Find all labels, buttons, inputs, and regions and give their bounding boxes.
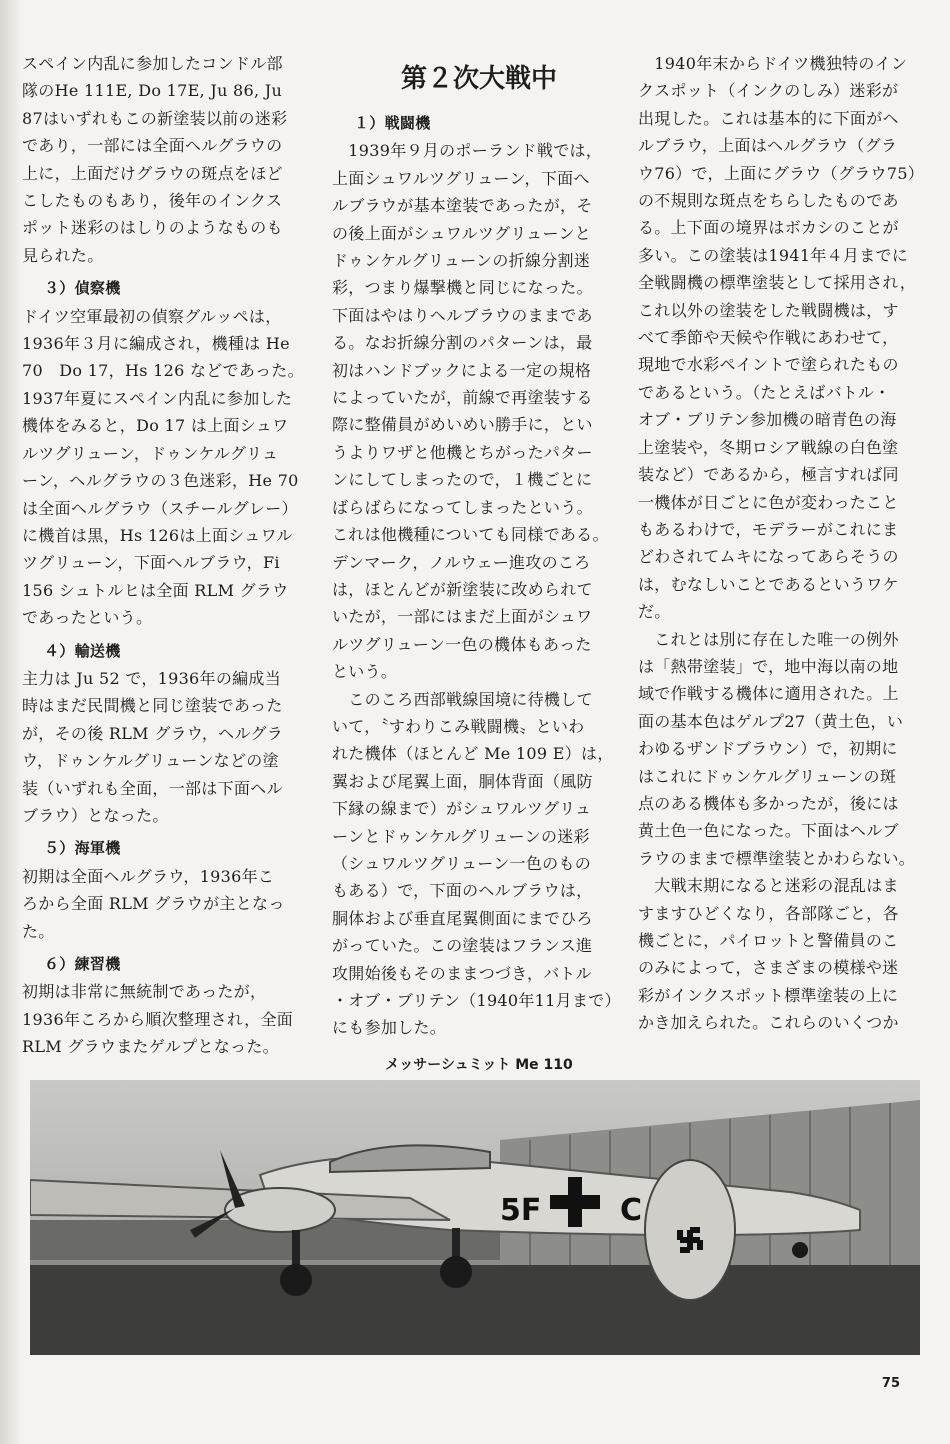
text-line: これは他機種についても同様である。	[332, 525, 609, 545]
text-line: 出現した。これは基本的に下面がヘ	[638, 108, 899, 128]
text-line: 156 シュトルヒは全面 RLM グラウ	[22, 580, 289, 600]
text-line: ラウのままで標準塗装とかわらない。	[638, 848, 916, 868]
text-line: は，むなしいことであるというワケ	[638, 574, 899, 594]
text-line: であり，一部には全面ヘルグラウの	[22, 136, 283, 156]
text-line: 全戦闘機の標準塗装として採用され，	[638, 273, 917, 293]
text-line: 機体をみると，Do 17 は上面シュワ	[22, 416, 289, 436]
text-line: 装など）であるから，極言すれば同	[638, 465, 899, 485]
text-line: 上塗装や，冬期ロシア戦線の白色塗	[638, 437, 899, 457]
text-line: 隊のHe 111E, Do 17E, Ju 86, Ju	[22, 81, 283, 101]
text-line: ポット迷彩のはしりのようなものも	[22, 218, 283, 238]
tail-wheel-shape	[792, 1242, 808, 1258]
text-line: こしたものもあり，後年のインクス	[22, 191, 283, 211]
text-line: に機首は黒，Hs 126は上面シュワル	[22, 525, 293, 545]
text-line: もある）で，下面のヘルブラウは，	[332, 881, 593, 901]
text-line: これとは別に存在した唯一の例外	[638, 629, 899, 649]
aircraft-photo-image	[30, 1080, 920, 1355]
right-column	[638, 50, 938, 1037]
text-line: べて季節や天候や作戦にあわせて，	[638, 328, 899, 348]
text-line: 上面シュワルツグリューン，下面へ	[332, 168, 590, 188]
text-line: このころ西部戦線国境に待機して	[332, 689, 593, 709]
left-column	[22, 50, 306, 1061]
text-line: ーンとドゥンケルグリューンの迷彩	[332, 826, 590, 846]
section-heading: ５）海軍機	[44, 839, 121, 858]
text-line: ドイツ空軍最初の偵察グルッペは，	[22, 306, 282, 326]
text-line: 初期は非常に無統制であったが，	[22, 982, 267, 1002]
text-line: 見られた。	[22, 245, 104, 265]
text-line: ウ，ドゥンケルグリューンなどの塗	[22, 751, 279, 771]
text-line: 攻開始後もそのままつづき，バトル	[332, 963, 592, 983]
text-line: かき加えられた。これらのいくつか	[638, 1013, 899, 1033]
text-line: 70 Do 17，Hs 126 などであった。	[22, 361, 304, 381]
text-line: 初期は全面ヘルグラウ，1936年こ	[22, 866, 275, 886]
code-left-text: 5F	[500, 1193, 542, 1228]
text-line: 87はいずれもこの新塗装以前の迷彩	[22, 108, 288, 128]
section-heading: １）戦闘機	[354, 114, 431, 132]
text-line: 下面はやはりヘルブラウのままであ	[332, 305, 593, 325]
text-line: 際に整備員がめいめい勝手に，とい	[332, 415, 593, 435]
text-line: ルツグリューン一色の機体もあった	[332, 634, 592, 654]
text-line: 一機体が日ごとに色が変わったこと	[638, 492, 899, 512]
text-line: 面の基本色はゲルプ27（黄土色，い	[638, 711, 904, 731]
text-line: が，その後 RLM グラウ，ヘルグラ	[22, 723, 284, 743]
text-line: これ以外の塗装をした戦闘機は，す	[638, 300, 899, 320]
text-line: ンにしてしまったので，１機ごとに	[332, 470, 593, 490]
text-line: どわされてムキになってあらそうの	[638, 547, 899, 567]
text-line: 初はハンドブックによる一定の規格	[332, 360, 592, 380]
text-line: 下縁の線まで）がシュワルツグリュ	[332, 799, 592, 819]
tail-marking-shape	[680, 1230, 700, 1250]
text-line: は「熱帯塗装」で，地中海以南の地	[638, 656, 899, 676]
text-line: クスポット（インクのしみ）迷彩が	[638, 81, 899, 101]
text-line: 点のある機体も多かったが，後には	[638, 793, 899, 813]
text-line: ルツグリューン，ドゥンケルグリュ	[22, 443, 279, 463]
text-line: る。なお折線分割のパターンは，最	[332, 333, 593, 353]
text-line: 1940年末からドイツ機独特のイン	[638, 54, 908, 73]
text-line: （シュワルツグリューン一色のもの	[332, 853, 592, 873]
text-line: 現地で水彩ペイントで塗られたもの	[638, 355, 899, 375]
text-line: いたが，一部にはまだ上面がシュワ	[332, 607, 593, 627]
text-line: 域で作戦する機体に適用された。上	[638, 684, 899, 704]
text-line: は全面ヘルグラウ（スチールグレー）	[22, 498, 298, 518]
text-line: ばらばらになってしまったという。	[332, 497, 593, 517]
text-line: オブ・ブリテン参加機の暗青色の海	[638, 410, 897, 430]
section-heading: ３）偵察機	[44, 279, 121, 298]
gutter-shadow	[0, 0, 22, 1444]
text-line: ろから全面 RLM グラウが主となっ	[22, 894, 285, 914]
text-line: 1936年３月に編成され，機種は He	[22, 334, 290, 354]
text-line: であるという。（たとえばバトル・	[638, 382, 891, 402]
text-line: る。上下面の境界はボカシのことが	[638, 218, 899, 238]
text-line: ルブラウ，上面はヘルグラウ（グラ	[638, 136, 898, 156]
wheel-shape	[280, 1264, 312, 1296]
text-line: 胴体および垂直尾翼側面にまでひろ	[332, 908, 593, 928]
text-line: すますひどくなり，各部隊ごと，各	[638, 903, 899, 923]
text-line: によっていたが，前線で再塗装する	[332, 388, 593, 408]
tarmac-shape	[30, 1265, 920, 1355]
text-line: にも参加した。	[332, 1018, 447, 1038]
middle-column	[332, 110, 626, 1042]
text-line: わゆるザンドブラウン）で，初期に	[638, 739, 898, 759]
text-line: 1936年ころから順次整理され，全面	[22, 1009, 294, 1029]
engine-nacelle-shape	[225, 1188, 335, 1232]
text-line: がっていた。この塗装はフランス進	[332, 936, 593, 956]
text-line: の不規則な斑点をちらしたものであ	[638, 191, 899, 211]
text-line: は，ほとんどが新塗装に改められて	[332, 579, 593, 599]
code-right-text: C	[620, 1193, 643, 1228]
aircraft-photo	[30, 1080, 920, 1355]
text-line: た。	[22, 921, 55, 941]
text-line: RLM グラウまたゲルプとなった。	[22, 1037, 279, 1057]
text-line: 彩がインクスポット標準塗装の上に	[638, 985, 899, 1005]
text-line: ツグリューン，下面ヘルブラウ，Fi	[22, 553, 280, 573]
section-heading: ４）輸送機	[44, 641, 121, 660]
text-line: ブラウ）となった。	[22, 805, 169, 825]
text-line: ウ76）で，上面にグラウ（グラウ75）	[638, 163, 925, 183]
text-line: もあるわけで，モデラーがこれにま	[638, 519, 899, 539]
text-line: 装（いずれも全面，一部は下面ヘル	[22, 778, 283, 798]
text-line: という。	[332, 662, 398, 682]
text-line: のみによって，さまざまの模様や迷	[638, 958, 899, 978]
text-line: 黄土色一色になった。下面はヘルブ	[638, 821, 899, 841]
page-number: 75	[881, 1376, 900, 1391]
text-line: ルブラウが基本塗装であったが，そ	[332, 196, 593, 216]
text-line: スペイン内乱に参加したコンドル部	[22, 54, 283, 73]
text-line: 彩，つまり爆撃機と同じになった。	[332, 278, 593, 298]
page-title: 第２次大戦中	[400, 64, 557, 94]
text-line: 主力は Ju 52 で，1936年の編成当	[22, 668, 282, 688]
text-line: ーン，ヘルグラウの３色迷彩，He 70	[22, 471, 299, 491]
text-line: だ。	[638, 602, 671, 622]
text-line: れた機体（ほとんど Me 109 E）は，	[332, 744, 614, 764]
text-line: 1937年夏にスペイン内乱に参加した	[22, 388, 293, 408]
text-line: いて，〝すわりこみ戦闘機〟といわ	[332, 716, 585, 736]
text-line: 時はまだ民間機と同じ塗装であった	[22, 696, 283, 716]
text-line: の後上面がシュワルツグリューンと	[332, 223, 592, 243]
text-line: 上に，上面だけグラウの斑点をほど	[22, 163, 283, 183]
text-line: 機ごとに，パイロットと警備員のこ	[638, 931, 899, 950]
text-line: はこれにドゥンケルグリューンの斑	[638, 766, 897, 786]
canopy-shape	[330, 1145, 490, 1172]
text-line: デンマーク，ノルウェー進攻のころ	[332, 552, 591, 572]
text-line: うよりワザと他機とちがったパター	[332, 442, 593, 462]
text-line: 1939年９月のポーランド戦では，	[332, 141, 603, 161]
text-line: 大戦末期になると迷彩の混乱はま	[638, 876, 899, 896]
photo-caption: メッサーシュミット Me 110	[385, 1057, 573, 1073]
text-line: 翼および尾翼上面，胴体背面（風防	[332, 771, 593, 791]
text-line: であったという。	[22, 608, 153, 628]
section-heading: ６）練習機	[44, 955, 121, 973]
text-line: ・オブ・ブリテン（1940年11月まで）	[332, 991, 621, 1010]
text-line: 多い。この塗装は1941年４月までに	[638, 245, 909, 265]
text-line: ドゥンケルグリューンの折線分割迷	[332, 251, 591, 271]
